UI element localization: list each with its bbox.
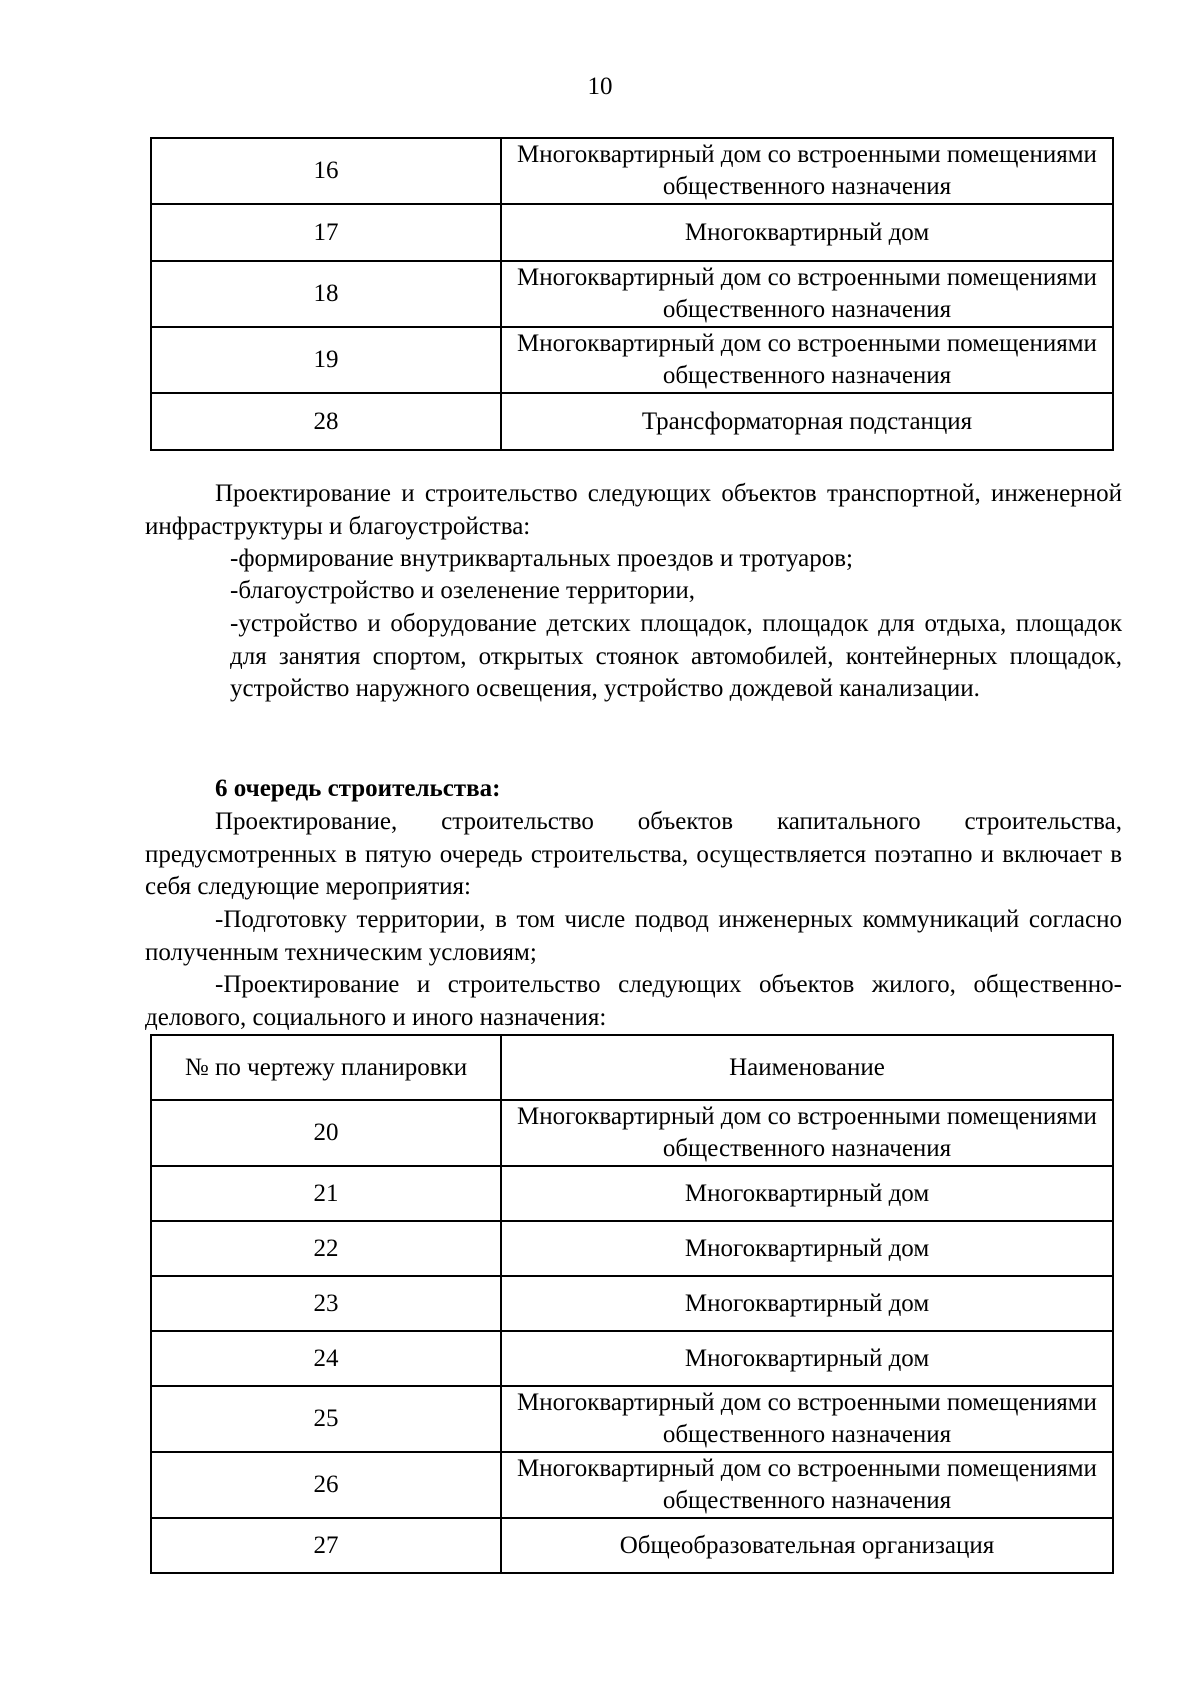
page-number: 10 <box>587 73 613 100</box>
table-row <box>151 261 1113 327</box>
row-name: Многоквартирный дом со встроенными помещениями общественного назначения <box>501 1100 1113 1166</box>
row-name: Многоквартирный дом со встроенными помещениями общественного назначения <box>501 138 1113 204</box>
row-name: Общеобразовательная организация <box>501 1518 1113 1573</box>
section-6-paragraph: -Проектирование и строительство следующих объектов жилого, общественно-делового, социального и иного назначения: <box>145 971 1122 1031</box>
row-number: 20 <box>151 1100 501 1166</box>
row-name: Многоквартирный дом <box>501 1276 1113 1331</box>
row-name: Многоквартирный дом <box>501 204 1113 261</box>
row-name: Многоквартирный дом <box>501 1221 1113 1276</box>
table-row <box>151 204 1113 261</box>
section-6-paragraph: -Подготовку территории, в том числе подвод инженерных коммуникаций согласно полученным техническим условиям; <box>145 906 1122 966</box>
list-item: -формирование внутриквартальных проездов и тротуаров; <box>230 545 853 572</box>
row-number: 27 <box>151 1518 501 1573</box>
table-header-row <box>151 1035 1113 1100</box>
section-6-paragraph: Проектирование, строительство объектов капитального строительства, предусмотренных в пятую очередь строительства, осуществляется поэтапно и включает в себя следующие мероприятия: <box>145 808 1122 900</box>
row-number: 18 <box>151 261 501 327</box>
table-row <box>151 1331 1113 1386</box>
row-name: Трансформаторная подстанция <box>501 393 1113 450</box>
header-number: № по чертежу планировки <box>151 1035 501 1100</box>
row-number: 16 <box>151 138 501 204</box>
table-row <box>151 1452 1113 1518</box>
row-name: Многоквартирный дом со встроенными помещениями общественного назначения <box>501 261 1113 327</box>
row-number: 25 <box>151 1386 501 1452</box>
section-5-intro: Проектирование и строительство следующих объектов транспортной, инженерной инфраструктуры и благоустройства: <box>145 480 1122 540</box>
section-6-heading: 6 очередь строительства: <box>215 775 501 802</box>
list-item: -устройство и оборудование детских площадок, площадок для отдыха, площадок для занятия спортом, открытых стоянок автомобилей, контейнерных площадок, устройство наружного освещения, устройство дождевой канализации. <box>230 610 1122 702</box>
row-number: 17 <box>151 204 501 261</box>
table-row <box>151 1166 1113 1221</box>
table-row <box>151 1386 1113 1452</box>
objects-table-top <box>150 137 1114 451</box>
row-number: 22 <box>151 1221 501 1276</box>
table-row <box>151 1100 1113 1166</box>
row-name: Многоквартирный дом <box>501 1331 1113 1386</box>
row-number: 26 <box>151 1452 501 1518</box>
table-row <box>151 1221 1113 1276</box>
table-row <box>151 327 1113 393</box>
objects-table-bottom <box>150 1034 1114 1574</box>
row-number: 21 <box>151 1166 501 1221</box>
row-name: Многоквартирный дом <box>501 1166 1113 1221</box>
row-name: Многоквартирный дом со встроенными помещениями общественного назначения <box>501 327 1113 393</box>
row-number: 23 <box>151 1276 501 1331</box>
row-name: Многоквартирный дом со встроенными помещениями общественного назначения <box>501 1452 1113 1518</box>
table-row <box>151 138 1113 204</box>
row-number: 28 <box>151 393 501 450</box>
row-number: 24 <box>151 1331 501 1386</box>
table-row <box>151 393 1113 450</box>
list-item: -благоустройство и озеленение территории, <box>230 577 696 604</box>
row-name: Многоквартирный дом со встроенными помещениями общественного назначения <box>501 1386 1113 1452</box>
row-number: 19 <box>151 327 501 393</box>
table-row <box>151 1518 1113 1573</box>
header-name: Наименование <box>501 1035 1113 1100</box>
table-row <box>151 1276 1113 1331</box>
